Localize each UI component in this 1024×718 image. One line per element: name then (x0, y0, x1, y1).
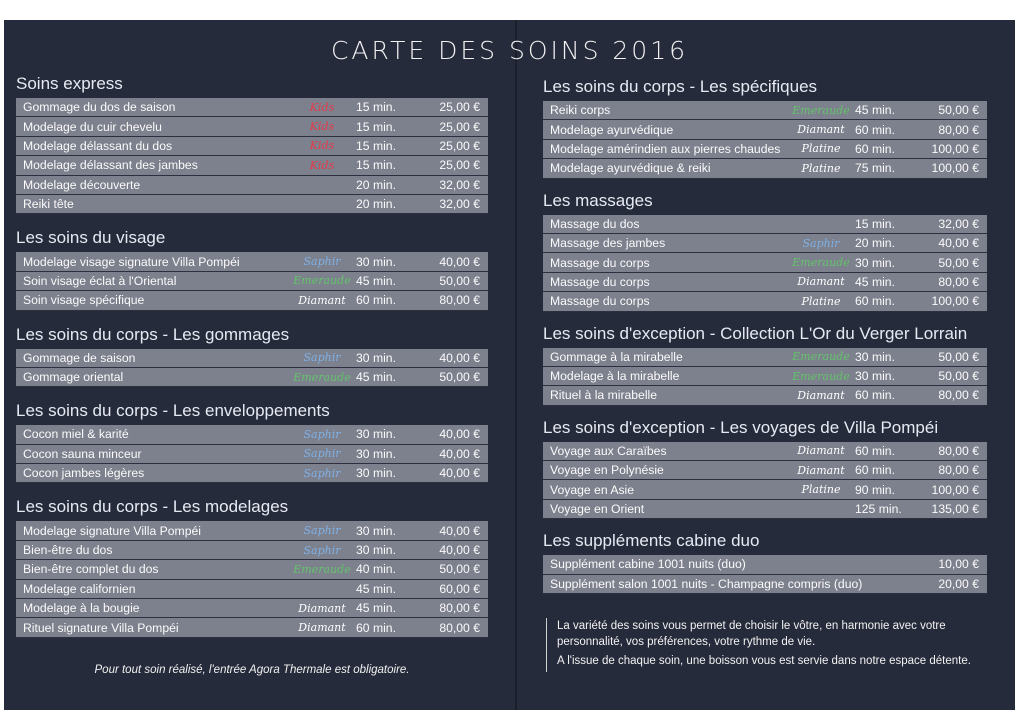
menu-row (543, 480, 987, 499)
price: 50,00 € (938, 255, 979, 270)
price: 80,00 € (439, 293, 480, 308)
duration: 20 min. (855, 236, 895, 251)
tier-label: Saphir (303, 427, 341, 441)
duration: 60 min. (855, 122, 895, 137)
treatment-name: Modelage délassant des jambes (23, 158, 198, 173)
menu-row (16, 195, 488, 214)
treatment-name: Voyage aux Caraïbes (550, 443, 667, 458)
treatment-name: Modelage à la mirabelle (550, 369, 680, 384)
price: 135,00 € (931, 502, 979, 517)
menu-row (543, 500, 987, 519)
section-title: Les soins du corps - Les enveloppements (16, 401, 330, 421)
menu-row (543, 140, 987, 159)
duration: 60 min. (356, 620, 396, 635)
price: 40,00 € (439, 543, 480, 558)
tier-label: Emeraude (792, 369, 850, 383)
treatment-name: Soin visage spécifique (23, 293, 145, 308)
menu-row (16, 272, 488, 291)
duration: 45 min. (356, 581, 396, 596)
price: 25,00 € (439, 158, 480, 173)
duration: 60 min. (855, 463, 895, 478)
treatment-name: Modelage découverte (23, 177, 141, 192)
price: 80,00 € (439, 620, 480, 635)
menu-row (543, 367, 987, 386)
price: 25,00 € (439, 119, 480, 134)
treatment-name: Voyage en Asie (550, 482, 635, 497)
tier-label: Platine (801, 294, 841, 308)
menu-row (543, 386, 987, 405)
price: 40,00 € (439, 350, 480, 365)
tier-label: Diamant (797, 463, 845, 477)
duration: 15 min. (356, 138, 396, 153)
treatment-name: Modelage ayurvédique & reiki (550, 161, 711, 176)
menu-row (16, 98, 488, 117)
treatment-name: Supplément salon 1001 nuits - Champagne compris (duo) (550, 576, 863, 591)
price: 50,00 € (938, 103, 979, 118)
menu-row (16, 521, 488, 540)
treatment-name: Modelage délassant du dos (23, 138, 173, 153)
duration: 40 min. (356, 562, 396, 577)
menu-row (543, 461, 987, 480)
menu-row (543, 101, 987, 120)
section-les-soins-du-corps-les-specifiques (543, 77, 987, 179)
tier-label: Emeraude (293, 370, 351, 384)
treatment-name: Modelage amérindien aux pierres chaudes (550, 141, 781, 156)
price: 100,00 € (931, 161, 979, 176)
price: 50,00 € (439, 273, 480, 288)
duration: 45 min. (356, 370, 396, 385)
price: 40,00 € (439, 523, 480, 538)
treatment-name: Gommage à la mirabelle (550, 349, 683, 364)
treatment-name: Massage des jambes (550, 236, 666, 251)
duration: 30 min. (356, 446, 396, 461)
menu-row (543, 348, 987, 367)
menu-row (543, 253, 987, 272)
tier-label: Diamant (298, 621, 346, 635)
tier-label: Platine (801, 142, 841, 156)
duration: 45 min. (855, 103, 895, 118)
price: 40,00 € (439, 254, 480, 269)
treatment-name: Massage du corps (550, 274, 650, 289)
tier-label: Diamant (298, 601, 346, 615)
duration: 15 min. (855, 216, 895, 231)
section-les-soins-du-corps-les-enveloppements (16, 401, 488, 483)
right-column (543, 77, 987, 594)
menu-row (16, 541, 488, 560)
tier-label: Diamant (797, 388, 845, 402)
price: 80,00 € (938, 463, 979, 478)
duration: 30 min. (356, 350, 396, 365)
fold-line (515, 20, 517, 710)
tier-label: Diamant (797, 123, 845, 137)
treatment-name: Voyage en Polynésie (550, 463, 664, 478)
menu-row (543, 215, 987, 234)
treatment-name: Gommage de saison (23, 350, 136, 365)
menu-row (16, 176, 488, 195)
tier-label: Kids (309, 158, 335, 172)
treatment-name: Modelage californien (23, 581, 136, 596)
treatment-name: Bien-être complet du dos (23, 562, 159, 577)
treatment-name: Voyage en Orient (550, 502, 645, 517)
price: 80,00 € (938, 122, 979, 137)
treatment-name: Rituel signature Villa Pompéi (23, 620, 179, 635)
treatment-name: Massage du dos (550, 216, 640, 231)
price: 80,00 € (439, 601, 480, 616)
price: 32,00 € (439, 197, 480, 212)
duration: 20 min. (356, 197, 396, 212)
tier-label: Emeraude (792, 256, 850, 270)
duration: 45 min. (356, 273, 396, 288)
section-title: Les soins d'exception - Collection L'Or du Verger Lorrain (543, 323, 968, 343)
duration: 45 min. (855, 274, 895, 289)
menu-row (543, 555, 987, 574)
menu-row (543, 159, 987, 178)
price: 100,00 € (931, 141, 979, 156)
price: 80,00 € (938, 443, 979, 458)
menu-row (16, 252, 488, 271)
section-title: Les suppléments cabine duo (543, 531, 760, 551)
duration: 60 min. (356, 293, 396, 308)
tier-label: Emeraude (792, 350, 850, 364)
section-title: Les massages (543, 190, 653, 210)
note-paragraph: A l'issue de chaque soin, une boisson vous est servie dans notre espace détente. (557, 655, 971, 667)
menu-row (16, 349, 488, 368)
section-les-soins-d-exception-collection-l-or-du-verger-lorrain (543, 324, 987, 406)
treatment-name: Massage du corps (550, 294, 650, 309)
menu-row (16, 560, 488, 579)
treatment-name: Bien-être du dos (23, 543, 113, 558)
duration: 20 min. (356, 177, 396, 192)
treatment-name: Rituel à la mirabelle (550, 388, 658, 403)
page-title: CARTE DES SOINS 2016 (330, 36, 689, 65)
duration: 45 min. (356, 601, 396, 616)
menu-row (16, 580, 488, 599)
price: 80,00 € (938, 388, 979, 403)
treatment-name: Gommage oriental (23, 370, 124, 385)
section-les-massages (543, 191, 987, 312)
info-note (546, 618, 987, 672)
menu-row (543, 273, 987, 292)
tier-label: Emeraude (792, 103, 850, 117)
treatment-name: Cocon miel & karité (23, 427, 129, 442)
price: 50,00 € (938, 349, 979, 364)
section-les-soins-du-corps-les-modelages (16, 497, 488, 637)
duration: 15 min. (356, 158, 396, 173)
duration: 30 min. (356, 427, 396, 442)
section-soins-express (16, 74, 488, 214)
price: 32,00 € (938, 216, 979, 231)
treatment-name: Modelage visage signature Villa Pompéi (23, 254, 240, 269)
menu-row (543, 292, 987, 311)
menu-row (16, 117, 488, 136)
treatment-name: Supplément cabine 1001 nuits (duo) (550, 557, 746, 572)
duration: 60 min. (855, 388, 895, 403)
section-title: Les soins du visage (16, 228, 166, 248)
tier-label: Kids (309, 139, 335, 153)
duration: 15 min. (356, 100, 396, 115)
section-les-soins-du-visage (16, 228, 488, 310)
section-les-supplements-cabine-duo (543, 531, 987, 594)
price: 40,00 € (938, 236, 979, 251)
tier-label: Saphir (303, 447, 341, 461)
tier-label: Diamant (298, 293, 346, 307)
tier-label: Platine (801, 483, 841, 497)
treatment-name: Massage du corps (550, 255, 650, 270)
duration: 30 min. (855, 255, 895, 270)
left-column (16, 74, 488, 638)
price: 32,00 € (439, 177, 480, 192)
duration: 30 min. (855, 369, 895, 384)
menu-row (543, 575, 987, 594)
duration: 30 min. (356, 543, 396, 558)
treatment-name: Cocon sauna minceur (23, 446, 142, 461)
menu-row (16, 137, 488, 156)
menu-row (16, 618, 488, 637)
footnote: Pour tout soin réalisé, l'entrée Agora Thermale est obligatoire. (94, 664, 410, 676)
price: 100,00 € (931, 294, 979, 309)
price: 40,00 € (439, 427, 480, 442)
menu-row (16, 425, 488, 444)
treatment-name: Soin visage éclat à l'Oriental (23, 273, 177, 288)
tier-label: Kids (309, 120, 335, 134)
price: 60,00 € (439, 581, 480, 596)
section-title: Les soins d'exception - Les voyages de Villa Pompéi (543, 417, 939, 437)
treatment-name: Cocon jambes légères (23, 466, 145, 481)
tier-label: Kids (309, 100, 335, 114)
section-les-soins-du-corps-les-gommages (16, 325, 488, 388)
price: 20,00 € (938, 576, 979, 591)
treatment-name: Gommage du dos de saison (23, 100, 176, 115)
section-title: Soins express (16, 74, 123, 93)
section-les-soins-d-exception-les-voyages-de-villa-pompei (543, 418, 987, 520)
duration: 30 min. (855, 349, 895, 364)
duration: 60 min. (855, 141, 895, 156)
duration: 60 min. (855, 443, 895, 458)
duration: 75 min. (855, 161, 895, 176)
tier-label: Diamant (797, 275, 845, 289)
menu-row (16, 156, 488, 175)
tier-label: Platine (801, 161, 841, 175)
menu-row (16, 445, 488, 464)
duration: 30 min. (356, 254, 396, 269)
price: 10,00 € (938, 557, 979, 572)
price: 100,00 € (931, 482, 979, 497)
menu-row (16, 291, 488, 310)
menu-row (543, 442, 987, 461)
treatment-name: Reiki tête (23, 197, 74, 212)
price: 25,00 € (439, 138, 480, 153)
tier-label: Saphir (802, 236, 840, 250)
price: 40,00 € (439, 446, 480, 461)
tier-label: Emeraude (293, 274, 351, 288)
treatment-name: Modelage à la bougie (23, 601, 140, 616)
treatment-name: Modelage du cuir chevelu (23, 119, 162, 134)
section-title: Les soins du corps - Les spécifiques (543, 77, 818, 96)
section-title: Les soins du corps - Les gommages (16, 324, 290, 344)
tier-label: Diamant (797, 444, 845, 458)
note-paragraph: La variété des soins vous permet de choisir le vôtre, en harmonie avec votre personnalité, vos préférences, votre rythme de vie. (557, 620, 946, 648)
duration: 30 min. (356, 466, 396, 481)
treatment-name: Reiki corps (550, 103, 611, 118)
price: 40,00 € (439, 466, 480, 481)
duration: 30 min. (356, 523, 396, 538)
duration: 15 min. (356, 119, 396, 134)
tier-label: Saphir (303, 466, 341, 480)
price: 50,00 € (938, 369, 979, 384)
tier-label: Saphir (303, 351, 341, 365)
treatment-name: Modelage ayurvédique (550, 122, 674, 137)
tier-label: Saphir (303, 524, 341, 538)
price: 80,00 € (938, 274, 979, 289)
section-title: Les soins du corps - Les modelages (16, 497, 289, 517)
menu-row (16, 599, 488, 618)
menu-row (16, 464, 488, 483)
tier-label: Emeraude (293, 562, 351, 576)
price: 25,00 € (439, 100, 480, 115)
tier-label: Saphir (303, 255, 341, 269)
duration: 90 min. (855, 482, 895, 497)
menu-row (16, 368, 488, 387)
duration: 60 min. (855, 294, 895, 309)
tier-label: Saphir (303, 543, 341, 557)
price: 50,00 € (439, 562, 480, 577)
treatment-name: Modelage signature Villa Pompéi (23, 523, 201, 538)
duration: 125 min. (855, 502, 902, 517)
menu-row (543, 120, 987, 139)
price: 50,00 € (439, 370, 480, 385)
menu-row (543, 234, 987, 253)
